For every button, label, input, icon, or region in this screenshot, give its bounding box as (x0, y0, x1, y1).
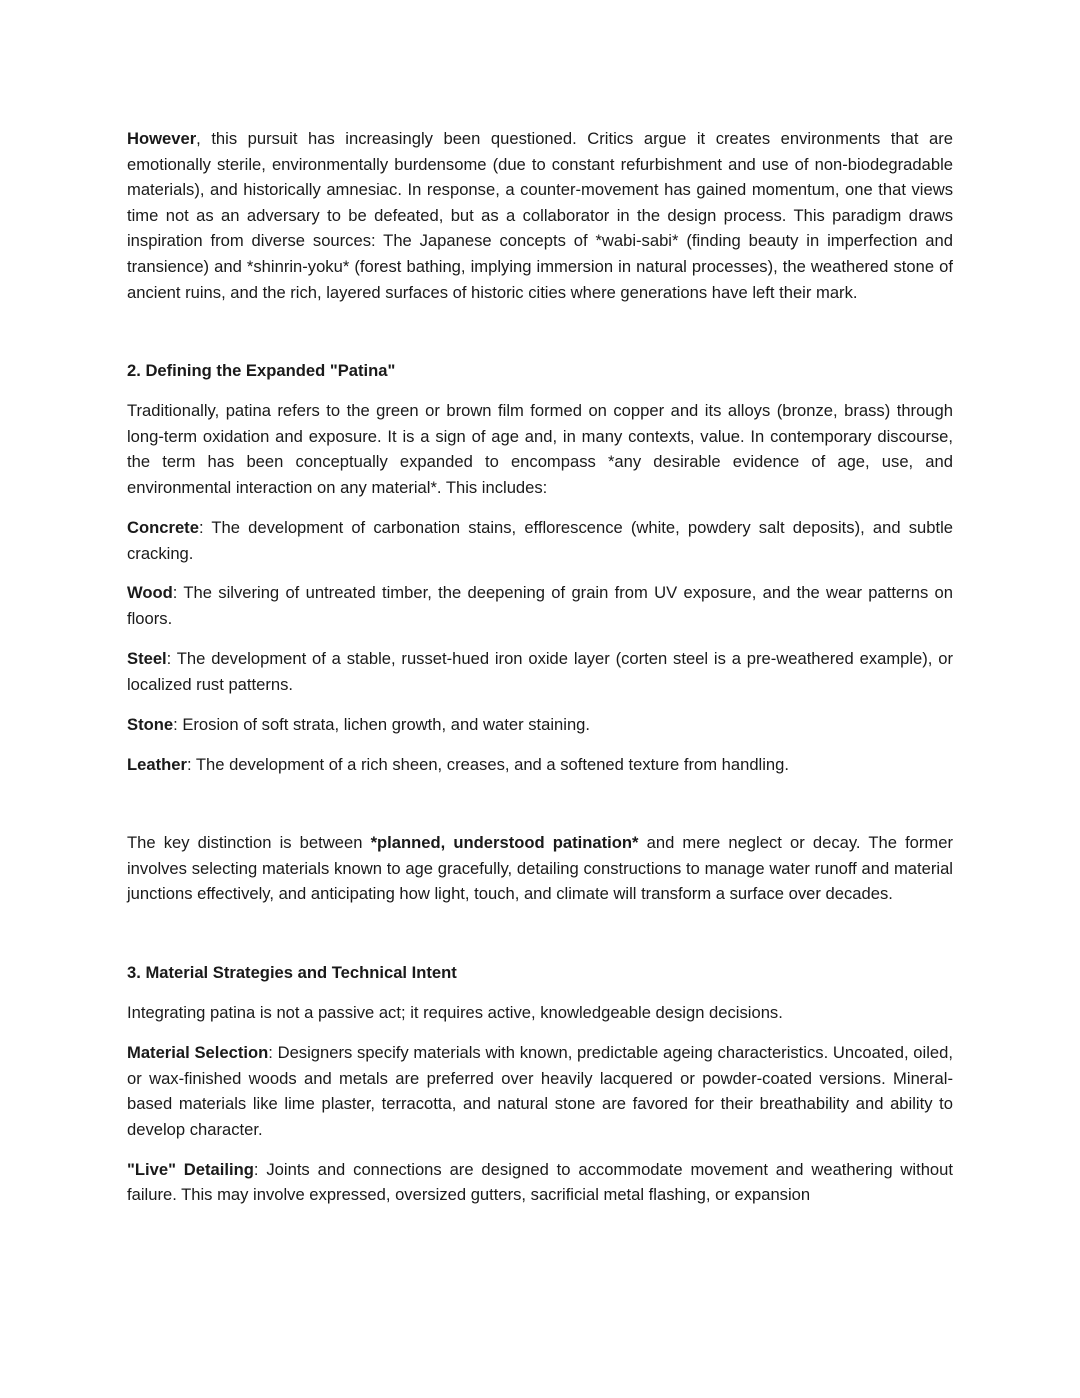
document-page (127, 126, 953, 1208)
material-item-steel (127, 646, 953, 697)
section-2-closing-paragraph (127, 830, 953, 907)
material-term: Leather (127, 754, 187, 774)
intro-text: , this pursuit has increasingly been questioned. Critics argue it creates environments that are emotionally sterile, environmentally burdensome (due to constant refurbishment and use of non-biodegradable materials), and historically amnesiac. In response, a counter-movement has gained momentum, one that views time not as an adversary to be defeated, but as a collaborator in the design process. This paradigm draws inspiration from diverse sources: The Japanese concepts of *wabi-sabi* (finding beauty in imperfection and transience) and *shinrin-yoku* (forest bathing, implying immersion in natural processes), the weathered stone of ancient ruins, and the rich, layered surfaces of historic cities where generations have left their mark. (127, 129, 953, 302)
material-term: Wood (127, 583, 173, 603)
section-3-heading: 3. Material Strategies and Technical Intent (127, 963, 457, 982)
material-text: : The development of a stable, russet-hued iron oxide layer (corten steel is a pre-weathered example), or localized rust patterns. (127, 649, 953, 694)
section-2-paragraph: Traditionally, patina refers to the green or brown film formed on copper and its alloys (bronze, brass) through long-term oxidation and exposure. It is a sign of age and, in many contexts, value. In contemporary discourse, the term has been conceptually expanded to encompass *any desirable evidence of age, use, and environmental interaction on any material*. This includes: (127, 401, 953, 497)
closing-emphasis: *planned, understood patination* (370, 833, 639, 853)
material-term: Stone (127, 714, 174, 734)
material-text: : Erosion of soft strata, lichen growth, and water staining. (173, 714, 591, 734)
section-2-heading: 2. Defining the Expanded "Patina" (127, 361, 396, 381)
section-3-intro: Integrating patina is not a passive act; it requires active, knowledgeable design decisions. (127, 1002, 783, 1022)
material-item-concrete (127, 515, 953, 566)
material-text: : The silvering of untreated timber, the deepening of grain from UV exposure, and the wear patterns on floors. (127, 583, 953, 629)
strategy-item-live-detailing (127, 1157, 953, 1208)
strategy-term: "Live" Detailing (127, 1159, 254, 1179)
material-term: Concrete (127, 517, 199, 537)
strategy-text: : Designers specify materials with known, predictable ageing characteristics. Uncoated, oiled, or wax-finished woods and metals are preferred over heavily lacquered or powder-coated versions. Mineral-based materials like lime plaster, terracotta, and natural stone are favored for their breathability and ability to develop character. (127, 1042, 953, 1139)
material-term: Steel (127, 649, 167, 669)
material-item-stone (127, 712, 953, 738)
material-item-wood (127, 580, 953, 631)
closing-post: and mere neglect or decay. The former involves selecting materials known to age gracefully, detailing constructions to manage water runoff and material junctions effectively, and anticipating how light, touch, and climate will transform a surface over decades. (127, 833, 954, 904)
closing-pre: The key distinction is between (127, 833, 371, 853)
strategy-item-material-selection (127, 1040, 953, 1142)
strategy-text: : Joints and connections are designed to accommodate movement and weathering without failure. This may involve expressed, oversized gutters, sacrificial metal flashing, or expansion (127, 1159, 953, 1205)
material-text: : The development of carbonation stains, efflorescence (white, powdery salt deposits), and subtle cracking. (127, 517, 953, 563)
material-text: : The development of a rich sheen, creases, and a softened texture from handling. (186, 754, 789, 774)
material-item-leather (127, 752, 953, 778)
intro-paragraph (127, 126, 953, 305)
strategy-term: Material Selection (127, 1042, 269, 1062)
intro-lead: However (127, 129, 197, 148)
